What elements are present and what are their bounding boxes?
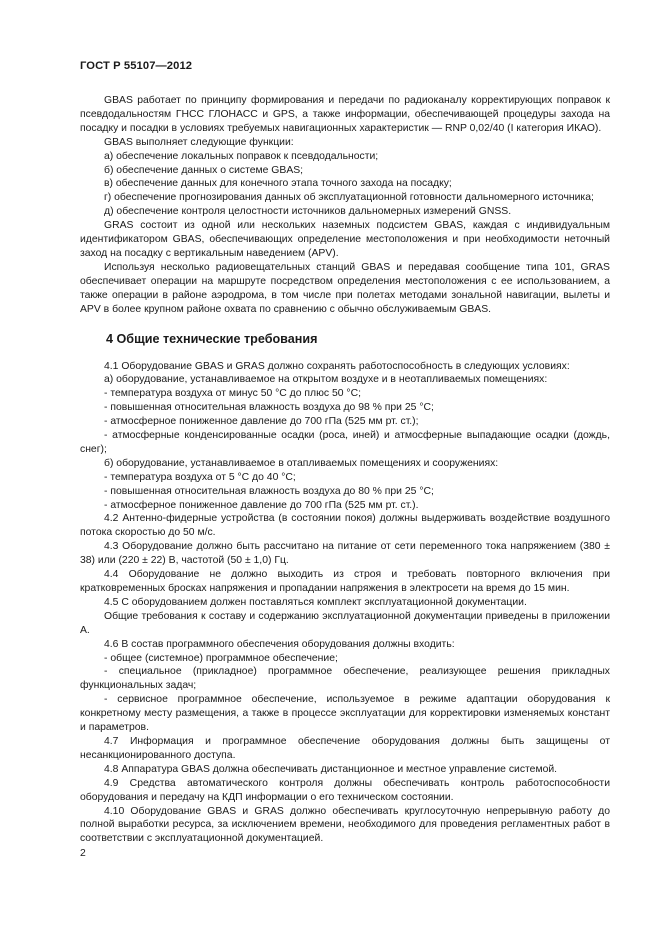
list-item: - атмосферное пониженное давление до 700 гПа (525 мм рт. ст.); — [104, 416, 419, 428]
clause: 4.1 Оборудование GBAS и GRAS должно сохранять работоспособность в следующих условиях: — [104, 360, 570, 372]
list-item: а) оборудование, устанавливаемое на открытом воздухе и в неотапливаемых помещениях: — [104, 374, 548, 386]
list-item: в) обеспечение данных для конечного этапа точного захода на посадку; — [104, 178, 452, 190]
paragraph: GRAS состоит из одной или нескольких наземных подсистем GBAS, каждая с индивидуальным идентификатором GBAS, обеспечивающих определение местоположения и при необходимости неточный заход на посадку с вертикальным наведением (APV). — [80, 220, 610, 259]
section-heading: 4 Общие технические требования — [106, 331, 318, 346]
clause: 4.9 Средства автоматического контроля должны обеспечивать контроль работоспособности оборудования и передачу на КДП информации о его техническом состоянии. — [80, 777, 610, 803]
list-item: - атмосферное пониженное давление до 700 гПа (525 мм рт. ст.). — [104, 499, 419, 511]
list-item: б) обеспечение данных о системе GBAS; — [104, 164, 304, 176]
list-item: б) оборудование, устанавливаемое в отапливаемых помещениях и сооружениях: — [104, 457, 499, 469]
list-item: - повышенная относительная влажность воздуха до 80 % при 25 °С; — [104, 485, 434, 497]
list-item: - специальное (прикладное) программное обеспечение, реализующее решения прикладных функциональных задач; — [80, 666, 610, 692]
paragraph: Используя несколько радиовещательных станций GBAS и передавая сообщение типа 101, GRAS обеспечивает операции на маршруте посредством определения местоположения с ее использованием, а также операции в районе аэродрома, в том числе при полетах методами зональной навигации, вылеты и APV в более крупном районе охвата по сравнению с обычно обслуживаемым GBAS. — [80, 261, 610, 315]
clause: 4.8 Аппаратура GBAS должна обеспечивать дистанционное и местное управление системой. — [104, 763, 558, 775]
list-item: д) обеспечение контроля целостности источников дальномерных измерений GNSS. — [104, 206, 512, 218]
clause: 4.2 Антенно-фидерные устройства (в состоянии покоя) должны выдерживать воздействие воздушного потока скоростью до 50 м/с. — [80, 513, 610, 539]
list-item: - общее (системное) программное обеспечение; — [104, 652, 338, 664]
clause: 4.3 Оборудование должно быть рассчитано на питание от сети переменного тока напряжением (380 ± 38) или (220 ± 22) В, частотой (50 ± 1,0) Гц. — [80, 541, 610, 567]
document-body — [80, 94, 610, 846]
paragraph: Общие требования к составу и содержанию эксплуатационной документации приведены в приложении А. — [80, 610, 610, 636]
clause: 4.6 В состав программного обеспечения оборудования должны входить: — [104, 638, 455, 650]
document-code-header: ГОСТ Р 55107—2012 — [80, 60, 193, 72]
clause: 4.10 Оборудование GBAS и GRAS должно обеспечивать круглосуточную непрерывную работу до полной выработки ресурса, за исключением времени, необходимого для проведения регламентных работ в соответствии с эксплуатационной документацией. — [80, 805, 610, 845]
paragraph: GBAS выполняет следующие функции: — [104, 136, 294, 148]
list-item: а) обеспечение локальных поправок к псевдодальности; — [104, 150, 379, 162]
clause: 4.7 Информация и программное обеспечение оборудования должны быть защищены от несанкционированного доступа. — [80, 735, 610, 761]
paragraph: GBAS работает по принципу формирования и передачи по радиоканалу корректирующих поправок к псевдодальностям ГНСС ГЛОНАСС и GPS, а также информации, обеспечивающей процедуры захода на посадку и посадки в условиях требуемых навигационных характеристик — RNP 0,02/40 (I категория ИКАО). — [80, 95, 610, 134]
page-number: 2 — [80, 848, 86, 859]
list-item: - сервисное программное обеспечение, используемое в режиме адаптации оборудования к конкретному месту размещения, а также в процессе эксплуатации для корректировки изменяемых констант и параметров. — [80, 694, 610, 734]
list-item: - повышенная относительная влажность воздуха до 98 % при 25 °С; — [104, 402, 434, 414]
list-item: - температура воздуха от минус 50 °С до плюс 50 °С; — [104, 388, 361, 400]
clause: 4.4 Оборудование не должно выходить из строя и требовать повторного включения при кратковременных бросках напряжения и пропадании напряжения в электросети на время до 15 мин. — [80, 569, 610, 594]
list-item: - атмосферные конденсированные осадки (роса, иней) и атмосферные выпадающие осадки (дождь, снег); — [80, 430, 610, 455]
clause: 4.5 С оборудованием должен поставляться комплект эксплуатационной документации. — [104, 596, 527, 608]
list-item: г) обеспечение прогнозирования данных об эксплуатационной готовности дальномерного источника; — [104, 192, 594, 204]
list-item: - температура воздуха от 5 °С до 40 °С; — [104, 471, 296, 483]
